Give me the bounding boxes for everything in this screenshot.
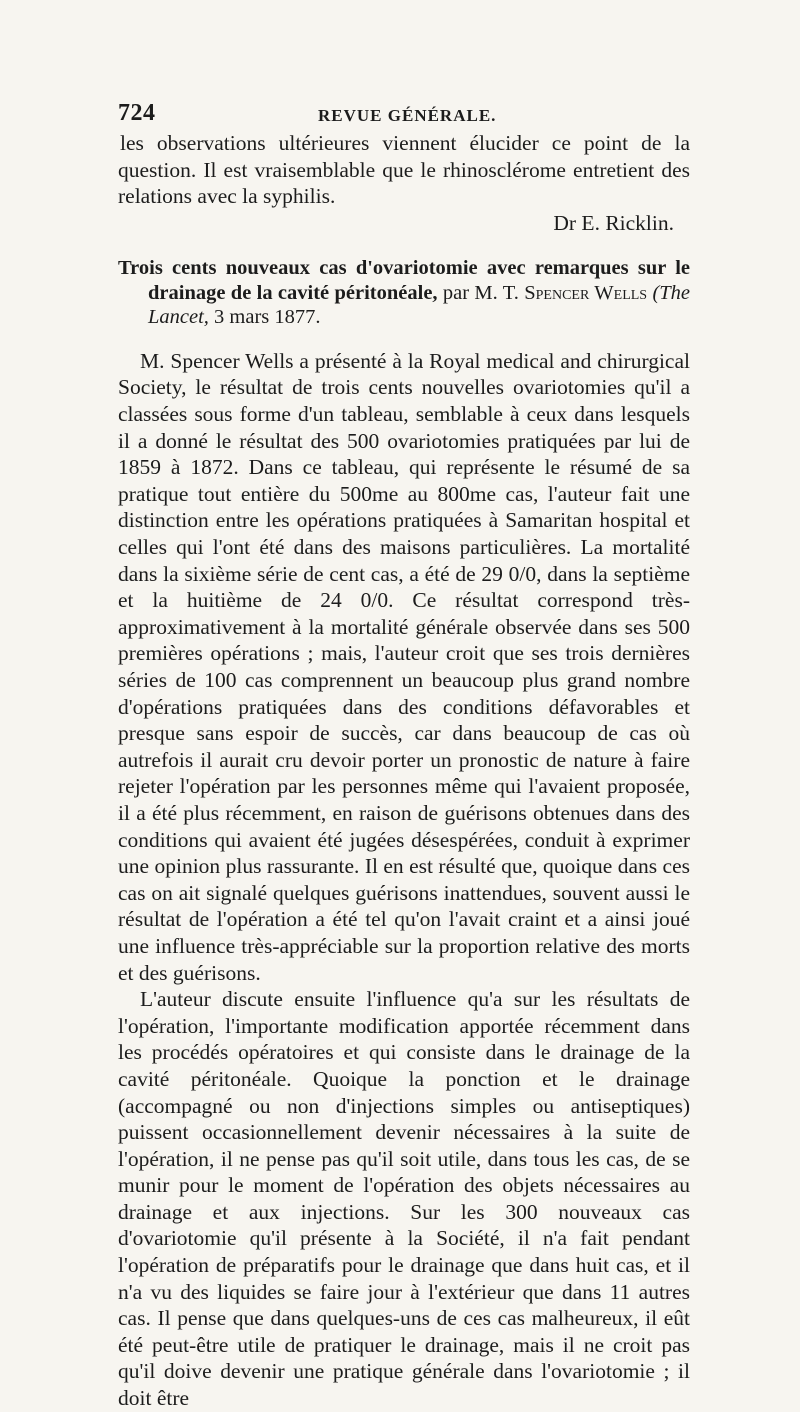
signature-name: Dr E. Ricklin. bbox=[553, 210, 674, 235]
article-title-text: Trois cents nouveaux cas d'ovariotomie avec remarques sur le drainage de la cavité péritonéale, bbox=[118, 257, 690, 304]
journal-title: REVUE GÉNÉRALE. bbox=[318, 106, 497, 125]
page-number: 724 bbox=[118, 100, 156, 126]
paragraph: L'auteur discute ensuite l'influence qu'a sur les résultats de l'opération, l'importante modification apportée récemment dans les procédés opératoires et qui consiste dans le drainage de la cavité péritonéale. Quoique la ponction et le drainage (accompagné ou non d'injections simples ou antiseptiques) puissent occasionnellement devenir nécessaires à la suite de l'opération, il ne pense pas qu'il soit utile, dans tous les cas, de se munir pour le moment de l'opération des objets nécessaires au drainage et aux injections. Sur les 300 nouveaux cas d'ovariotomie qu'il présente à la Société, il n'a fait pendant l'opération de préparatifs pour le drainage que dans huit cas, et il n'a vu des liquides se faire jour à l'extérieur que dans 11 autres cas. Il pense que dans quelques-uns de ces cas malheureux, il eût été peut-être utile de pratiquer le drainage, mais il ne croit pas qu'il doive devenir une pratique générale dans l'ovariotomie ; il doit être bbox=[118, 987, 690, 1411]
signature bbox=[118, 210, 690, 237]
article-by: par M. T. bbox=[442, 281, 519, 304]
previous-article-ending: les observations ultérieures viennent élucider ce point de la question. Il est vraisemblable que le rhinosclérome entretient des relations avec la syphilis. bbox=[118, 131, 690, 209]
running-head bbox=[118, 100, 690, 130]
article-author: Spencer Wells bbox=[524, 281, 648, 304]
paragraph: M. Spencer Wells a présenté à la Royal medical and chirurgical Society, le résultat de trois cents nouvelles ovariotomies qu'il a classées sous forme d'un tableau, semblable à ceux dans lesquels il a donné le résultat des 500 ovariotomies pratiquées par lui de 1859 à 1872. Dans ce tableau, qui représente le résumé de sa pratique tout entière du 500me au 800me cas, l'auteur fait une distinction entre les opérations pratiquées à Samaritan hospital et celles qui l'ont été dans des maisons particulières. La mortalité dans la sixième série de cent cas, a été de 29 0/0, dans la septième et la huitième de 24 0/0. Ce résultat correspond très-approximativement à la mortalité générale observée dans ses 500 premières opérations ; mais, l'auteur croit que ses trois dernières séries de 100 cas comprennent un beaucoup plus grand nombre d'opérations pratiquées dans des conditions défavorables et presque sans espoir de succès, car dans beaucoup de cas où autrefois il aurait cru devoir porter un pronostic de nature à faire rejeter l'opération par les personnes même qui l'avaient proposée, il a été plus récemment, en raison de guérisons obtenues dans des conditions qui avaient été jugées désespérées, conduit à exprimer une opinion plus rassurante. Il en est résulté que, quoique dans ces cas on ait signalé quelques guérisons inattendues, souvent aussi le résultat de l'opération a été tel qu'on l'avait craint et a ainsi joué une influence très-appréciable sur la proportion relative des morts et des guérisons. bbox=[118, 348, 690, 985]
body-text bbox=[118, 130, 690, 1412]
article-title bbox=[118, 256, 690, 330]
article-source-journal: (The Lancet, bbox=[148, 281, 691, 329]
article-date: 3 mars 1877. bbox=[214, 306, 321, 329]
